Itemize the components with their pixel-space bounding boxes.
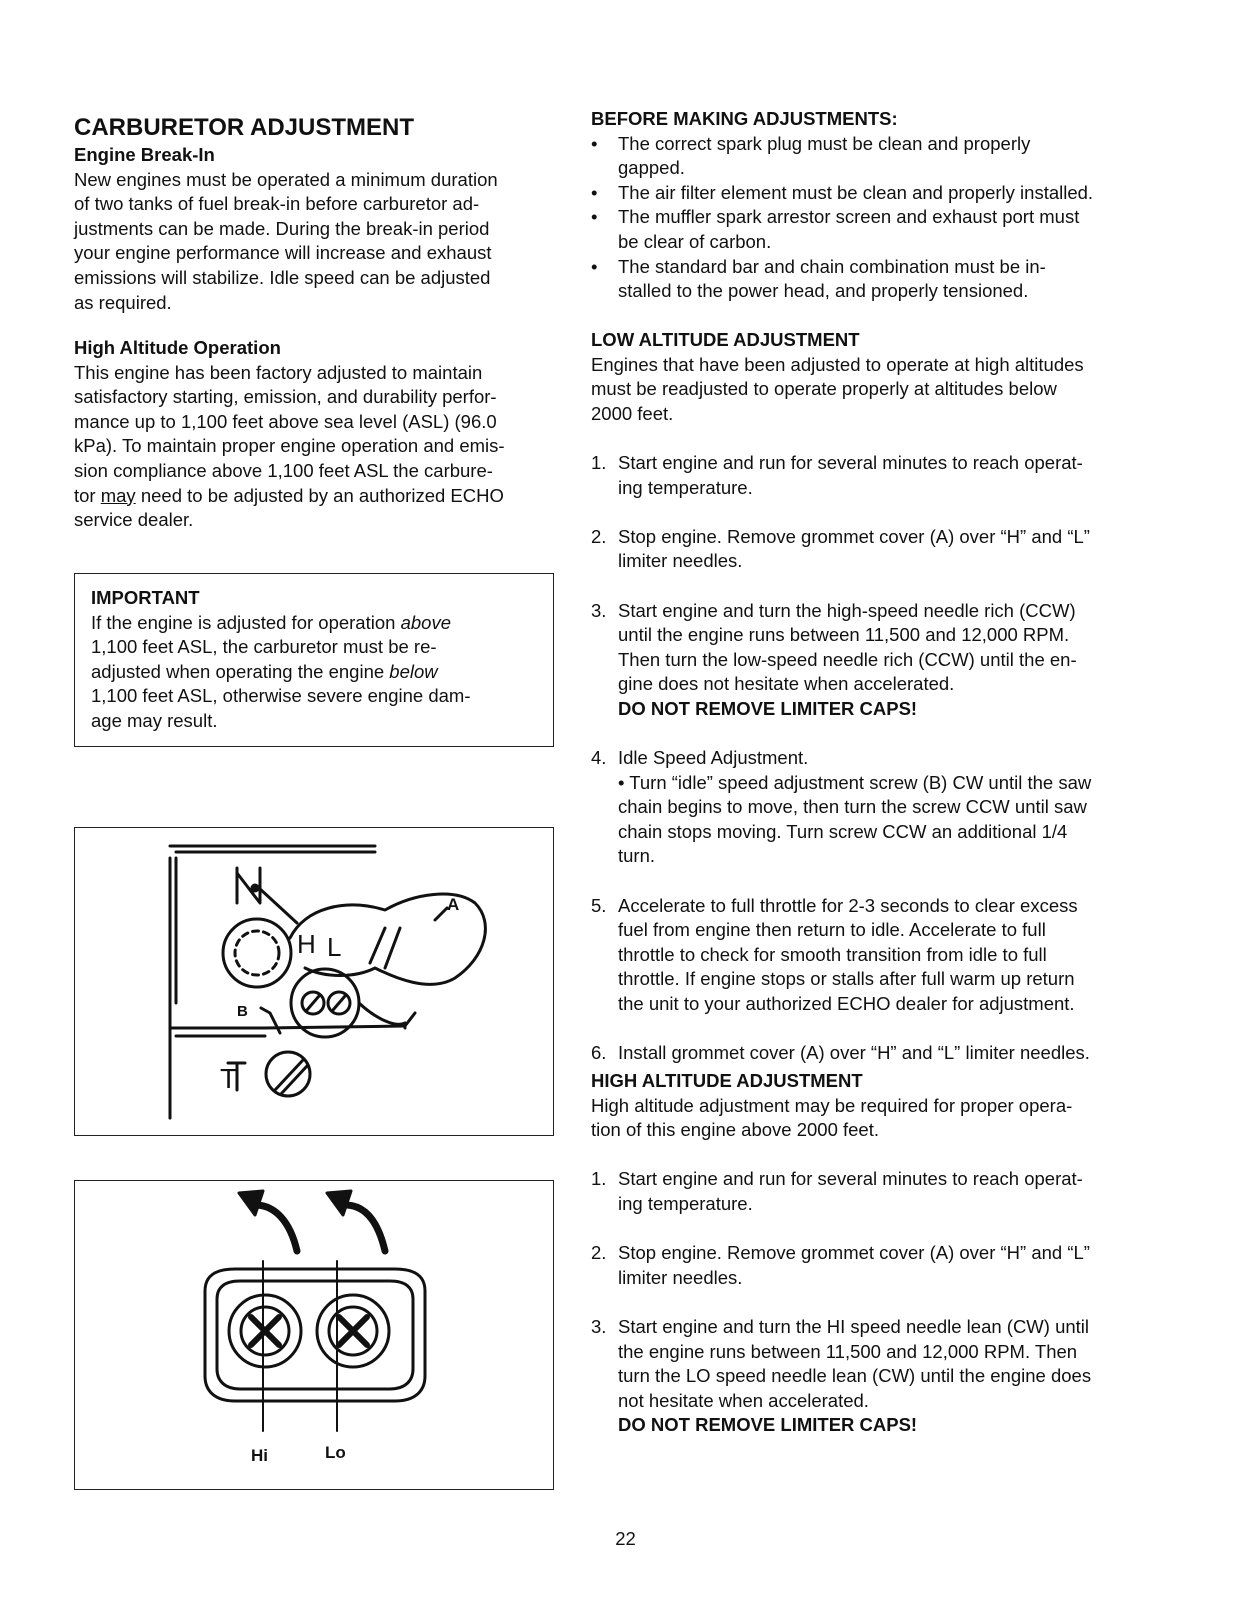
break-in-line: as required.	[74, 291, 172, 313]
high-altitude-operation-heading: High Altitude Operation	[74, 337, 281, 358]
list-item	[591, 181, 1151, 206]
important-line: 1,100 feet ASL, otherwise severe engine dam-	[91, 685, 471, 707]
step-line: Stop engine. Remove grommet cover (A) over “H” and “L”	[618, 1242, 1090, 1264]
high-altitude-operation-section	[74, 336, 554, 533]
label-h: H	[297, 929, 316, 959]
underlined-word: may	[100, 484, 136, 506]
item-line: The muffler spark arrestor screen and exhaust port must	[618, 206, 1080, 228]
step-line: the unit to your authorized ECHO dealer for adjustment.	[618, 993, 1075, 1015]
important-line: 1,100 feet ASL, the carburetor must be re-	[91, 636, 437, 658]
step-line: ing temperature.	[618, 1192, 753, 1214]
step-line: throttle. If engine stops or stalls after full warm up return	[618, 968, 1075, 990]
low-altitude-section	[591, 328, 1151, 1090]
step-line: Stop engine. Remove grommet cover (A) over “H” and “L”	[618, 525, 1090, 547]
list-item	[591, 205, 1151, 254]
l-needle-slot	[333, 996, 345, 1010]
text-run: adjusted when operating the engine	[91, 660, 390, 682]
h-needle-slot	[307, 996, 319, 1010]
warning-text: DO NOT REMOVE LIMITER CAPS!	[618, 1414, 918, 1436]
grommet-outline-outer	[205, 1269, 425, 1401]
item-line: The standard bar and chain combination must be in-	[618, 255, 1046, 277]
lo-needle-cap	[339, 1317, 367, 1345]
item-line: The air filter element must be clean and properly installed.	[618, 181, 1094, 203]
bullet: •	[591, 255, 598, 277]
step-number: 6.	[591, 1042, 607, 1064]
label-hi: Hi	[251, 1446, 268, 1465]
step-line: Idle Speed Adjustment.	[618, 747, 809, 769]
intro-line: 2000 feet.	[591, 402, 674, 424]
intro-line: must be readjusted to operate properly at altitudes below	[591, 378, 1057, 400]
grommet-outline-inner	[217, 1281, 413, 1389]
break-in-line: your engine performance will increase and exhaust	[74, 242, 492, 264]
leader-line	[259, 888, 297, 923]
important-box	[74, 573, 554, 747]
page-number: 22	[615, 1528, 636, 1549]
low-altitude-steps	[591, 451, 1151, 1066]
lo-ccw-arrow	[347, 1205, 385, 1251]
step-line: limiter needles.	[618, 550, 743, 572]
label-a: A	[447, 895, 460, 914]
warning-text: DO NOT REMOVE LIMITER CAPS!	[618, 697, 918, 719]
step-line: Start engine and turn the HI speed needle lean (CW) until	[618, 1315, 1090, 1337]
step-line: Start engine and run for several minutes to reach operat-	[618, 1168, 1083, 1190]
bullet: •	[591, 132, 598, 154]
before-adjustments-section	[591, 107, 1151, 304]
break-in-line: justments can be made. During the break-in period	[74, 217, 490, 239]
label-l: L	[327, 932, 342, 962]
item-line: gapped.	[618, 157, 685, 179]
step-number: 4.	[591, 747, 607, 769]
carburetor-diagram-svg	[75, 828, 552, 1134]
step-number: 3.	[591, 1315, 607, 1337]
step-line: gine does not hesitate when accelerated.	[618, 673, 955, 695]
choke-dot	[252, 885, 258, 891]
text-run: If the engine is adjusted for operation	[91, 611, 401, 633]
housing-contour	[359, 1003, 405, 1028]
step-number: 2.	[591, 525, 607, 547]
bullet: •	[591, 181, 598, 203]
primer-inner	[235, 931, 279, 975]
before-heading: BEFORE MAKING ADJUSTMENTS:	[591, 108, 898, 129]
step-line: Then turn the low-speed needle rich (CCW) until the en-	[618, 648, 1077, 670]
step	[591, 525, 1151, 574]
text-run: tor	[74, 484, 101, 506]
step	[591, 1041, 1151, 1066]
step-line: fuel from engine then return to idle. Accelerate to full	[618, 919, 1046, 941]
list-item	[591, 255, 1151, 304]
step-line: chain stops moving. Turn screw CCW an additional 1/4	[618, 820, 1068, 842]
step-number: 3.	[591, 599, 607, 621]
italic-word: below	[389, 660, 438, 682]
step-line: Install grommet cover (A) over “H” and “L” limiter needles.	[618, 1042, 1090, 1064]
break-in-section	[74, 143, 554, 315]
grommet-slash	[370, 928, 400, 968]
item-line: be clear of carbon.	[618, 230, 772, 252]
important-heading: IMPORTANT	[91, 587, 200, 608]
step-line: turn.	[618, 845, 656, 867]
step-line: until the engine runs between 11,500 and 12,000 RPM.	[618, 624, 1070, 646]
step-line: chain begins to move, then turn the screw CCW until saw	[618, 796, 1087, 818]
step-number: 1.	[591, 1168, 607, 1190]
important-line: age may result.	[91, 709, 218, 731]
high-alt-op-line: mance up to 1,100 feet above sea level (ASL) (96.0	[74, 410, 497, 432]
step	[591, 451, 1151, 500]
low-altitude-heading: LOW ALTITUDE ADJUSTMENT	[591, 329, 860, 350]
step-line: • Turn “idle” speed adjustment screw (B) CW until the saw	[618, 771, 1092, 793]
step-line: Accelerate to full throttle for 2-3 seconds to clear excess	[618, 894, 1078, 916]
intro-line: High altitude adjustment may be required for proper opera-	[591, 1094, 1073, 1116]
break-in-line: of two tanks of fuel break-in before carburetor ad-	[74, 193, 480, 215]
step-number: 2.	[591, 1242, 607, 1264]
needle-adjust-diagram-svg	[75, 1181, 552, 1488]
needle-adjust-diagram	[74, 1180, 554, 1490]
break-in-line: New engines must be operated a minimum duration	[74, 168, 498, 190]
high-altitude-section	[591, 1069, 1151, 1463]
break-in-heading: Engine Break-In	[74, 144, 215, 165]
label-b: B	[237, 1003, 248, 1020]
step-line: Start engine and turn the high-speed needle rich (CCW)	[618, 599, 1076, 621]
text-run: need to be adjusted by an authorized ECHO	[135, 484, 504, 506]
high-alt-op-line	[74, 484, 554, 509]
leader-line-a	[435, 908, 447, 920]
before-list	[591, 132, 1151, 304]
high-altitude-steps	[591, 1167, 1151, 1438]
high-alt-op-line: service dealer.	[74, 509, 194, 531]
page-title: CARBURETOR ADJUSTMENT	[74, 114, 415, 141]
high-alt-op-line: kPa). To maintain proper engine operation and emis-	[74, 435, 505, 457]
step-line: the engine runs between 11,500 and 12,000 RPM. Then	[618, 1340, 1078, 1362]
step	[591, 1315, 1151, 1438]
step-number: 5.	[591, 894, 607, 916]
label-lo: Lo	[325, 1443, 346, 1462]
step	[591, 1241, 1151, 1290]
item-line: stalled to the power head, and properly tensioned.	[618, 280, 1029, 302]
item-line: The correct spark plug must be clean and properly	[618, 132, 1031, 154]
hi-needle-cap	[251, 1317, 279, 1345]
step-line: throttle to check for smooth transition from idle to full	[618, 943, 1047, 965]
step-line: ing temperature.	[618, 476, 753, 498]
important-line	[91, 660, 537, 685]
step-line: not hesitate when accelerated.	[618, 1389, 869, 1411]
step	[591, 1167, 1151, 1216]
intro-line: tion of this engine above 2000 feet.	[591, 1119, 879, 1141]
important-line	[91, 611, 537, 636]
step-line: turn the LO speed needle lean (CW) until the engine does	[618, 1365, 1092, 1387]
carburetor-diagram	[74, 827, 554, 1136]
step	[591, 599, 1151, 722]
bullet: •	[591, 206, 598, 228]
high-altitude-heading: HIGH ALTITUDE ADJUSTMENT	[591, 1070, 863, 1091]
intro-line: Engines that have been adjusted to operate at high altitudes	[591, 353, 1084, 375]
hi-ccw-arrow	[257, 1205, 297, 1251]
step-line: Start engine and run for several minutes to reach operat-	[618, 451, 1083, 473]
step	[591, 894, 1151, 1017]
label-t: T	[220, 1063, 238, 1094]
step	[591, 746, 1151, 869]
high-alt-op-line: satisfactory starting, emission, and durability perfor-	[74, 386, 497, 408]
break-in-line: emissions will stabilize. Idle speed can be adjusted	[74, 266, 491, 288]
high-alt-op-line: sion compliance above 1,100 feet ASL the carbure-	[74, 459, 493, 481]
step-line: limiter needles.	[618, 1266, 743, 1288]
hi-arrowhead	[239, 1191, 263, 1215]
step-number: 1.	[591, 451, 607, 473]
high-alt-op-line: This engine has been factory adjusted to maintain	[74, 361, 483, 383]
list-item	[591, 132, 1151, 181]
lo-arrowhead	[327, 1191, 351, 1215]
primer-bulb	[223, 919, 291, 987]
italic-word: above	[400, 611, 451, 633]
